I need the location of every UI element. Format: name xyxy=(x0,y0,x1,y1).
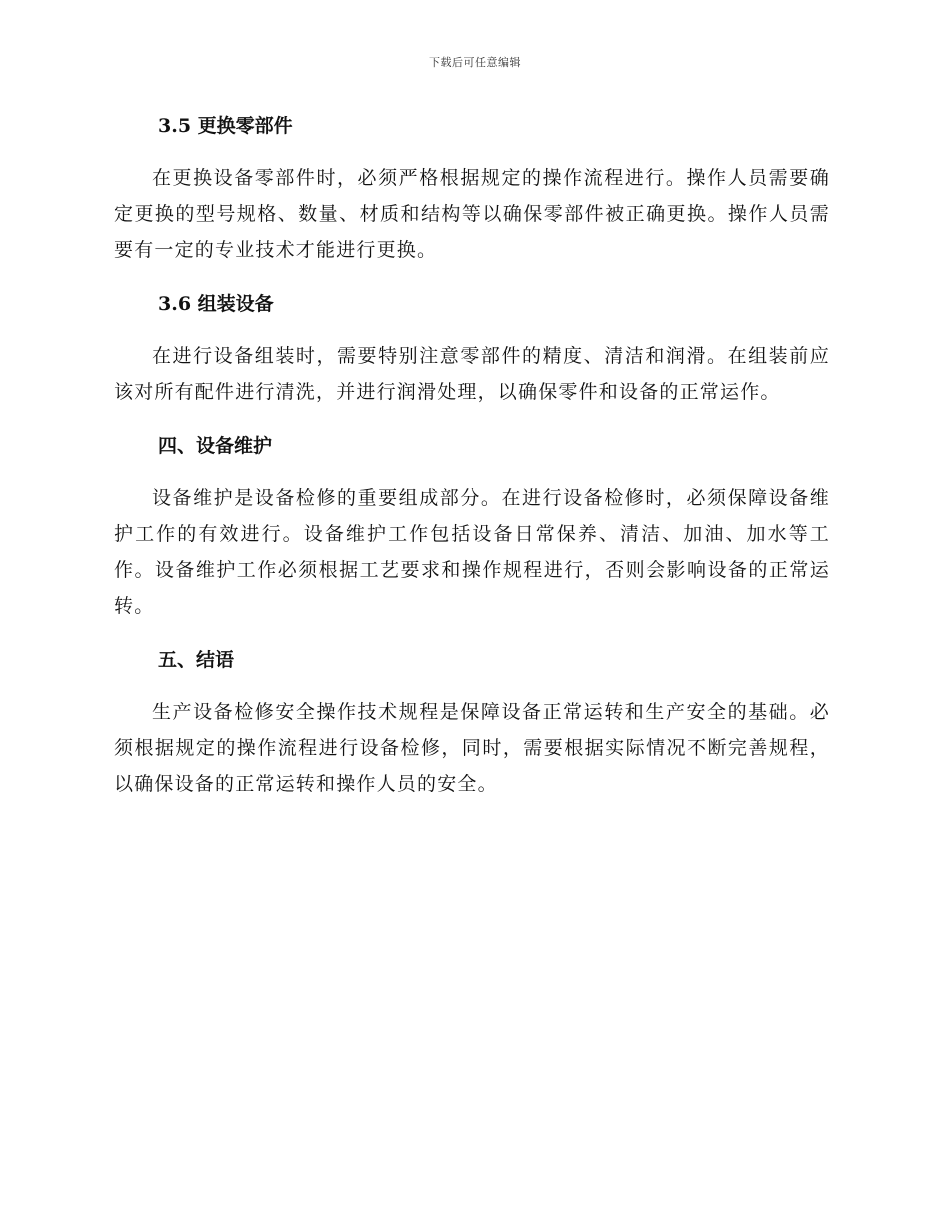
section-paragraph-3-6: 在进行设备组装时，需要特别注意零部件的精度、清洁和润滑。在组装前应该对所有配件进行清洗，并进行润滑处理，以确保零件和设备的正常运作。 xyxy=(114,345,830,403)
section-paragraph-3-5: 在更换设备零部件时，必须严格根据规定的操作流程进行。操作人员需要确定更换的型号规格、数量、材质和结构等以确保零部件被正确更换。操作人员需要有一定的专业技术才能进行更换。 xyxy=(114,167,830,261)
page-header-note: 下载后可任意编辑 xyxy=(429,56,521,69)
section-heading-3-6: 3.6 组装设备 xyxy=(158,293,274,315)
section-paragraph-4: 设备维护是设备检修的重要组成部分。在进行设备检修时，必须保障设备维护工作的有效进行。设备维护工作包括设备日常保养、清洁、加油、加水等工作。设备维护工作必须根据工艺要求和操作规程进行，否则会影响设备的正常运转。 xyxy=(114,487,830,617)
section-heading-4: 四、设备维护 xyxy=(158,435,273,457)
section-heading-3-5: 3.5 更换零部件 xyxy=(158,115,293,137)
section-paragraph-5: 生产设备检修安全操作技术规程是保障设备正常运转和生产安全的基础。必须根据规定的操作流程进行设备检修，同时，需要根据实际情况不断完善规程，以确保设备的正常运转和操作人员的安全。 xyxy=(114,701,830,795)
document-body xyxy=(114,108,830,820)
section-heading-5: 五、结语 xyxy=(158,649,235,671)
